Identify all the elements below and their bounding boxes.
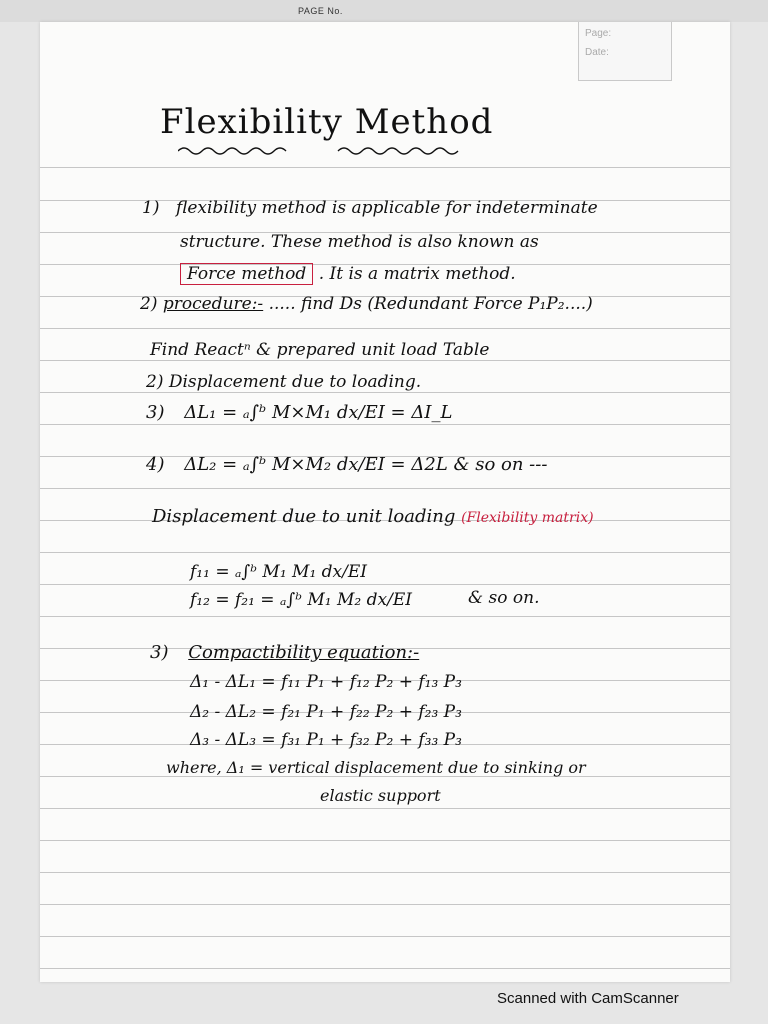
- eq3-marker: 3): [146, 402, 165, 423]
- ruled-line: [40, 904, 730, 905]
- f11-equation: f₁₁ = ₐ∫ᵇ M₁ M₁ dx/EI: [190, 562, 367, 582]
- title-underline: [178, 144, 468, 158]
- procedure-text: ..... find Ds (Redundant Force P₁P₂....): [268, 294, 593, 314]
- ruled-line: [40, 392, 730, 393]
- step2-line: 2) Displacement due to loading.: [146, 372, 422, 392]
- point1-line3: [180, 264, 516, 284]
- where-line-1: where, Δ₁ = vertical displacement due to sinking or: [166, 758, 586, 777]
- ruled-line: [40, 968, 730, 969]
- flexibility-matrix-note: (Flexibility matrix): [461, 510, 594, 526]
- ruled-line: [40, 872, 730, 873]
- page-number-label: PAGE No.: [298, 6, 343, 16]
- compat-label: Compactibility equation:-: [188, 642, 420, 663]
- ruled-line: [40, 584, 730, 585]
- compat-heading: [150, 642, 419, 663]
- f12-tail: & so on.: [468, 588, 540, 608]
- ruled-line: [40, 840, 730, 841]
- f12-equation: f₁₂ = f₂₁ = ₐ∫ᵇ M₁ M₂ dx/EI: [190, 590, 412, 610]
- compat-eq-3: Δ₃ - ΔL₃ = f₃₁ P₁ + f₃₂ P₂ + f₃₃ P₃: [190, 730, 462, 750]
- compat-marker: 3): [150, 642, 169, 663]
- procedure-label: procedure:-: [162, 294, 264, 314]
- ruled-line: [40, 808, 730, 809]
- ruled-line: [40, 936, 730, 937]
- page-field-label: Page:: [585, 28, 612, 39]
- where-line-2: elastic support: [320, 786, 441, 805]
- eq4-line: [146, 454, 547, 475]
- page-date-box: [578, 22, 672, 81]
- point1-line3-rest: . It is a matrix method.: [318, 264, 516, 284]
- find-reaction-line: Find Reactⁿ & prepared unit load Table: [150, 340, 490, 360]
- compat-eq-2: Δ₂ - ΔL₂ = f₂₁ P₁ + f₂₂ P₂ + f₂₃ P₃: [190, 702, 462, 722]
- compat-eq-1: Δ₁ - ΔL₁ = f₁₁ P₁ + f₁₂ P₂ + f₁₃ P₃: [190, 672, 462, 692]
- ruled-line: [40, 616, 730, 617]
- point1-line1: flexibility method is applicable for indeterminate: [176, 198, 598, 218]
- unit-loading-line: [152, 506, 594, 527]
- ruled-line: [40, 488, 730, 489]
- ruled-line: [40, 167, 730, 168]
- procedure-line: [140, 294, 593, 314]
- ruled-line: [40, 328, 730, 329]
- notebook-top-strip: [0, 0, 768, 22]
- notebook-page: [40, 22, 730, 982]
- unit-loading-text: Displacement due to unit loading: [152, 506, 456, 527]
- point1-marker: 1): [142, 198, 160, 218]
- eq3-line: [146, 402, 452, 423]
- page-title: Flexibility Method: [160, 102, 494, 142]
- eq3-text: ΔL₁ = ₐ∫ᵇ M×M₁ dx/EI = ΔI_L: [184, 402, 453, 423]
- force-method-box: Force method: [180, 263, 313, 285]
- date-field-label: Date:: [585, 47, 609, 58]
- procedure-marker: 2): [140, 294, 158, 314]
- eq4-marker: 4): [146, 454, 165, 475]
- ruled-line: [40, 552, 730, 553]
- scanner-watermark: Scanned with CamScanner: [497, 990, 679, 1007]
- ruled-line: [40, 360, 730, 361]
- ruled-line: [40, 424, 730, 425]
- point1-line2: structure. These method is also known as: [180, 232, 539, 252]
- eq4-text: ΔL₂ = ₐ∫ᵇ M×M₂ dx/EI = Δ2L & so on ---: [184, 454, 548, 475]
